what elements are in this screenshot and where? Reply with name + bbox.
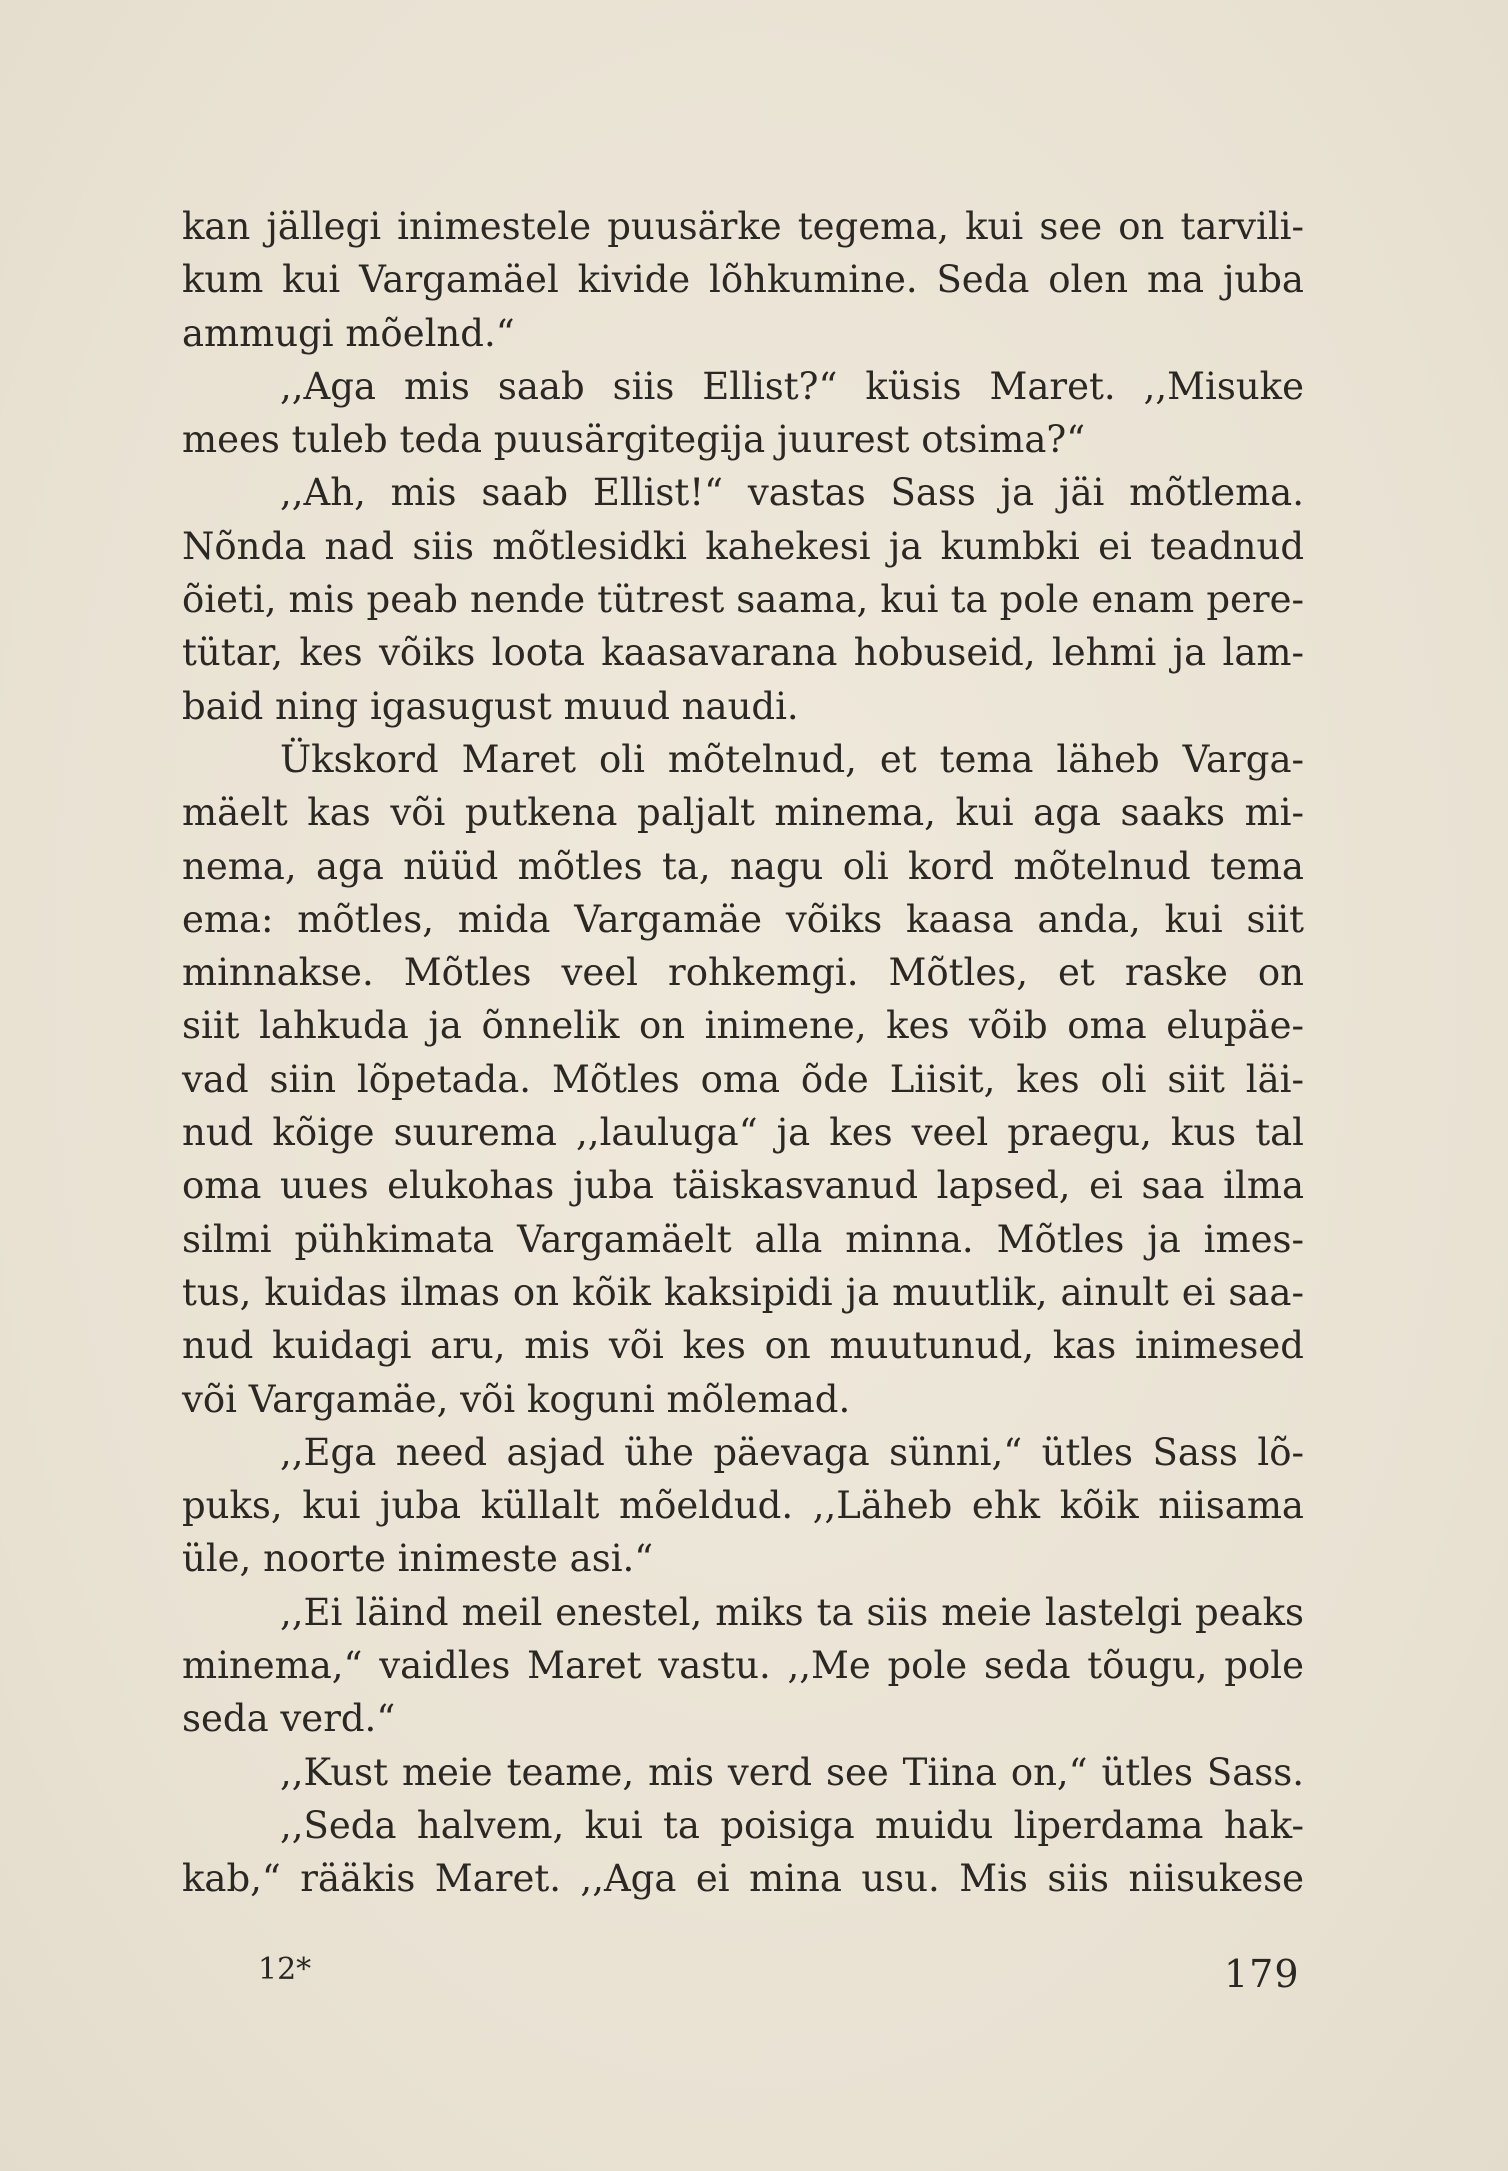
text-line: ,,Aga mis saab siis Ellist?“ küsis Maret. ,,Misuke bbox=[280, 364, 1304, 408]
text-line: Ükskord Maret oli mõtelnud, et tema läheb Varga- bbox=[280, 737, 1304, 781]
signature-mark: 12* bbox=[258, 1952, 312, 1987]
page-number: 179 bbox=[1224, 1952, 1300, 1996]
text-line: minema,“ vaidles Maret vastu. ,,Me pole seda tõugu, pole bbox=[182, 1644, 1304, 1688]
text-line: vad siin lõpetada. Mõtles oma õde Liisit, kes oli siit läi- bbox=[182, 1057, 1304, 1101]
body-text bbox=[182, 200, 1304, 1906]
text-line: õieti, mis peab nende tütrest saama, kui ta pole enam pere- bbox=[182, 578, 1304, 622]
text-line: nud kõige suurema ,,lauluga“ ja kes veel praegu, kus tal bbox=[182, 1111, 1304, 1155]
text-line: ,,Kust meie teame, mis verd see Tiina on,“ ütles Sass. bbox=[280, 1750, 1304, 1794]
text-line: tus, kuidas ilmas on kõik kaksipidi ja muutlik, ainult ei saa- bbox=[182, 1270, 1304, 1314]
text-line: silmi pühkimata Vargamäelt alla minna. Mõtles ja imes- bbox=[182, 1217, 1304, 1261]
text-line: seda verd.“ bbox=[182, 1697, 396, 1741]
text-line: puks, kui juba küllalt mõeldud. ,,Läheb ehk kõik niisama bbox=[182, 1484, 1304, 1528]
text-line: kan jällegi inimestele puusärke tegema, kui see on tarvili- bbox=[182, 205, 1304, 248]
text-line: nud kuidagi aru, mis või kes on muutunud, kas inimesed bbox=[182, 1324, 1304, 1368]
text-line: või Vargamäe, või koguni mõlemad. bbox=[182, 1377, 851, 1421]
text-line: ema: mõtles, mida Vargamäe võiks kaasa anda, kui siit bbox=[182, 897, 1304, 941]
text-line: üle, noorte inimeste asi.“ bbox=[182, 1537, 654, 1581]
text-line: kum kui Vargamäel kivide lõhkumine. Seda olen ma juba bbox=[182, 258, 1304, 302]
text-line: ammugi mõelnd.“ bbox=[182, 311, 515, 355]
text-line: tütar, kes võiks loota kaasavarana hobuseid, lehmi ja lam- bbox=[182, 631, 1304, 675]
text-line: ,,Ah, mis saab Ellist!“ vastas Sass ja jäi mõtlema. bbox=[280, 471, 1304, 515]
text-line: Nõnda nad siis mõtlesidki kahekesi ja kumbki ei teadnud bbox=[182, 524, 1304, 568]
text-line: oma uues elukohas juba täiskasvanud lapsed, ei saa ilma bbox=[182, 1164, 1304, 1208]
text-line: mees tuleb teda puusärgitegija juurest otsima?“ bbox=[182, 418, 1086, 462]
text-line: nema, aga nüüd mõtles ta, nagu oli kord mõtelnud tema bbox=[182, 844, 1304, 888]
text-line: mäelt kas või putkena paljalt minema, kui aga saaks mi- bbox=[182, 791, 1304, 835]
text-line: ,,Ega need asjad ühe päevaga sünni,“ ütles Sass lõ- bbox=[280, 1430, 1304, 1474]
text-line: baid ning igasugust muud naudi. bbox=[182, 684, 799, 728]
text-line: ,,Ei läind meil enestel, miks ta siis meie lastelgi peaks bbox=[280, 1590, 1304, 1634]
text-line: kab,“ rääkis Maret. ,,Aga ei mina usu. Mis siis niisukese bbox=[182, 1857, 1304, 1901]
text-line: siit lahkuda ja õnnelik on inimene, kes võib oma elupäe- bbox=[182, 1004, 1304, 1048]
text-line: ,,Seda halvem, kui ta poisiga muidu liperdama hak- bbox=[280, 1803, 1304, 1847]
text-line: minnakse. Mõtles veel rohkemgi. Mõtles, et raske on bbox=[182, 951, 1304, 995]
